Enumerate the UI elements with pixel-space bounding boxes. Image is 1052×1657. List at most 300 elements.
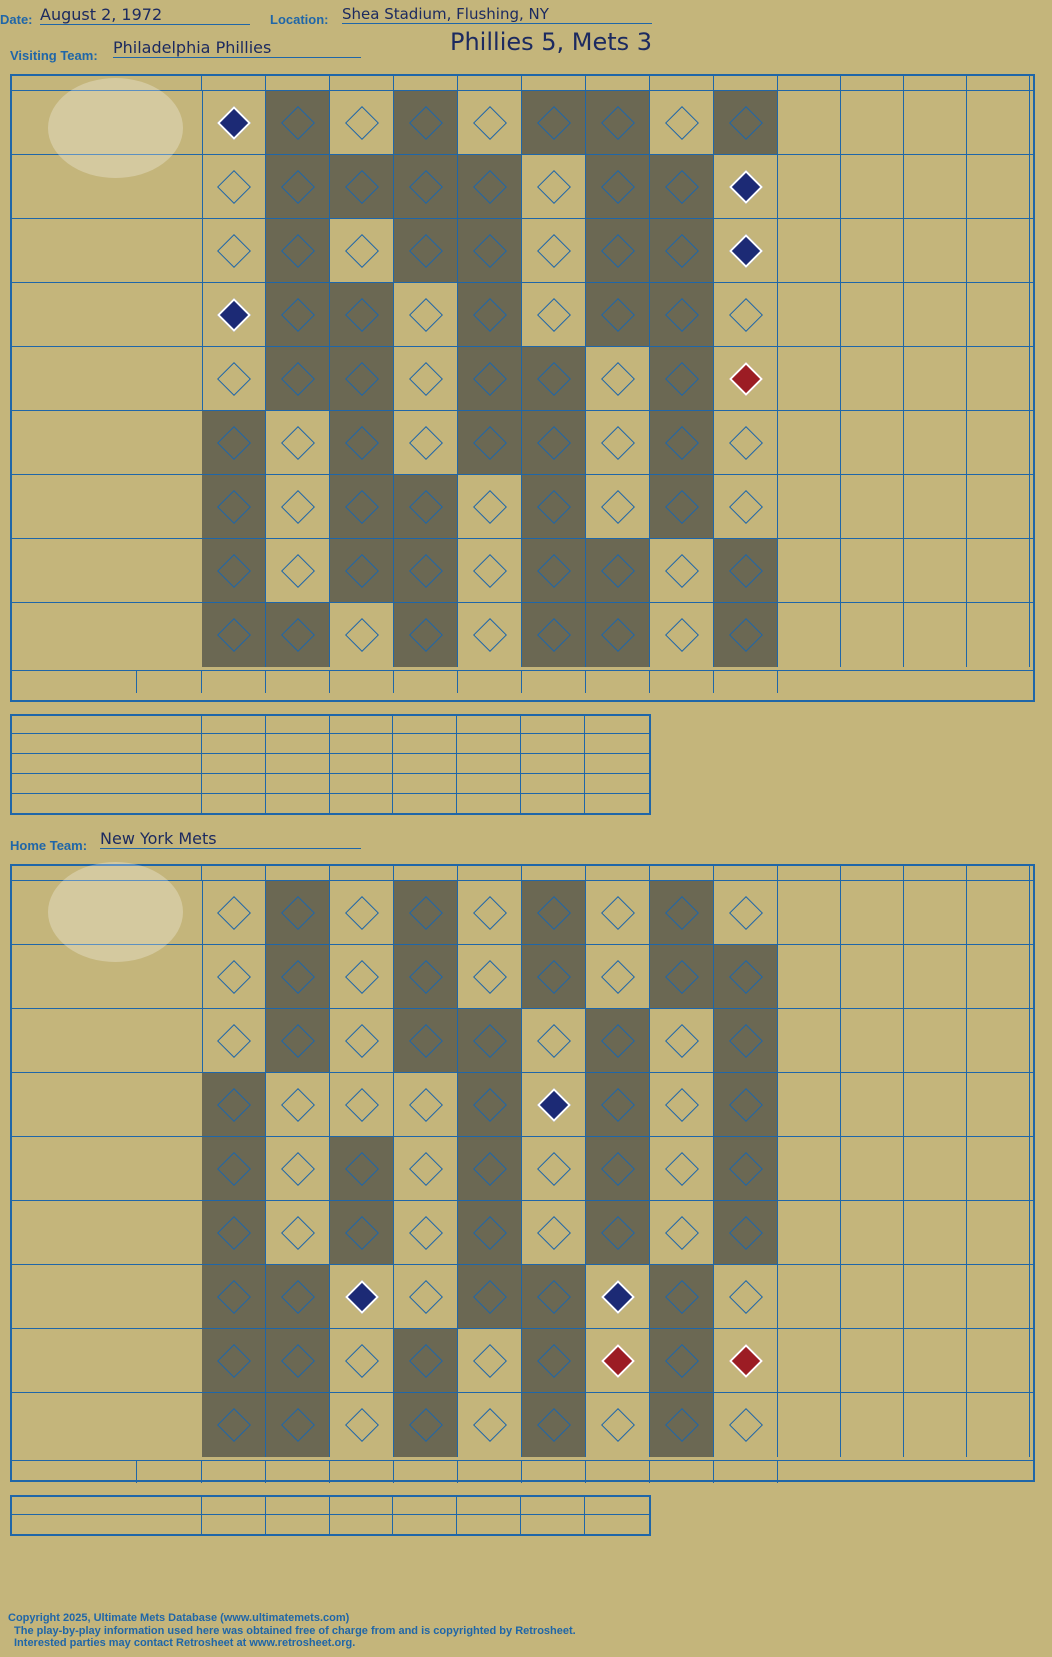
home-inning-cell-4 — [394, 1393, 458, 1457]
visitors-pitcher-stat — [266, 754, 330, 773]
visitors-inning-cell-1 — [202, 347, 266, 411]
visitors-base-diamond — [473, 170, 507, 204]
visitors-base-diamond — [601, 234, 635, 268]
home-base-diamond — [217, 1216, 251, 1250]
watermark-logo — [48, 78, 183, 178]
home-base-diamond — [409, 1344, 443, 1378]
visitors-inning-total-2 — [266, 671, 330, 693]
visitors-base-diamond — [537, 106, 571, 140]
visitors-pitcher-stat — [202, 734, 266, 753]
visitors-header-row — [12, 76, 1033, 90]
home-inning-total-6 — [522, 1461, 586, 1483]
home-stat-ab — [778, 881, 841, 945]
watermark-logo — [48, 862, 183, 962]
home-stat-rbi — [967, 1073, 1030, 1137]
home-header-ab — [778, 866, 841, 880]
home-rh-key — [136, 1461, 202, 1483]
home-inning-cell-4 — [394, 945, 458, 1009]
home-inning-cell-8 — [650, 1393, 714, 1457]
home-inning-total-7 — [586, 1461, 650, 1483]
home-pitch-col-bb — [521, 1497, 585, 1514]
visitors-pitcher-stat — [585, 734, 649, 753]
visitors-inning-cell-7 — [586, 155, 650, 219]
home-inning-cell-1 — [202, 1073, 266, 1137]
home-pitch-col-er — [393, 1497, 457, 1514]
visitors-inning-cell-9 — [714, 411, 778, 475]
home-pitch-col-ip — [202, 1497, 266, 1514]
visitors-batter-row — [12, 154, 1033, 219]
visitors-base-diamond — [281, 554, 315, 588]
date-value: August 2, 1972 — [40, 5, 250, 25]
home-inning-cell-7 — [586, 1137, 650, 1201]
footer-retrosheet: The play-by-play information used here was obtained free of charge from and is copyrighted by Retrosheet. — [14, 1625, 576, 1637]
visitors-base-diamond — [665, 426, 699, 460]
visitors-pitcher-row — [12, 794, 649, 813]
home-base-diamond — [729, 896, 763, 930]
home-base-diamond — [281, 896, 315, 930]
home-inning-cell-2 — [266, 945, 330, 1009]
visitors-base-diamond — [345, 426, 379, 460]
visitors-base-diamond — [409, 554, 443, 588]
visitors-name-cell — [12, 539, 203, 603]
home-batter-row — [12, 1136, 1033, 1201]
visitors-base-diamond — [601, 554, 635, 588]
visitors-base-diamond — [729, 618, 763, 652]
visitors-header-inning-3 — [330, 76, 394, 90]
visitors-base-diamond — [601, 618, 635, 652]
home-stat-ab — [778, 1073, 841, 1137]
visitors-batter-row — [12, 346, 1033, 411]
home-inning-cell-1 — [202, 1009, 266, 1073]
home-base-diamond — [281, 1216, 315, 1250]
visitors-base-diamond — [345, 298, 379, 332]
visitors-pitcher-row — [12, 754, 649, 774]
visitors-inning-cell-2 — [266, 91, 330, 155]
home-base-diamond — [601, 1408, 635, 1442]
home-pitch-col-hr — [457, 1497, 521, 1514]
home-inning-cell-4 — [394, 1329, 458, 1393]
home-base-diamond — [473, 1152, 507, 1186]
visitors-base-diamond — [537, 426, 571, 460]
visitors-inning-cell-5 — [458, 411, 522, 475]
home-inning-total-2 — [266, 1461, 330, 1483]
home-header-inning-6 — [522, 866, 586, 880]
visitors-inning-cell-7 — [586, 347, 650, 411]
visitors-stat-ab — [778, 603, 841, 667]
home-inning-cell-7 — [586, 945, 650, 1009]
home-base-diamond — [601, 1088, 635, 1122]
home-batter-row — [12, 1392, 1033, 1457]
visitors-inning-cell-1 — [202, 475, 266, 539]
home-pitcher-stat — [457, 1515, 521, 1534]
home-base-diamond — [281, 1088, 315, 1122]
visitors-inning-cell-7 — [586, 411, 650, 475]
home-inning-cell-9 — [714, 1329, 778, 1393]
visitors-base-diamond — [729, 362, 763, 396]
visitors-base-diamond — [473, 426, 507, 460]
visitors-base-diamond — [345, 170, 379, 204]
home-name-cell — [12, 1137, 203, 1201]
home-inning-cell-8 — [650, 1137, 714, 1201]
visitors-base-diamond — [729, 490, 763, 524]
visitors-stat-h — [904, 283, 967, 347]
home-base-diamond — [217, 1024, 251, 1058]
home-inning-cell-7 — [586, 881, 650, 945]
home-inning-cell-6 — [522, 881, 586, 945]
home-stat-h — [904, 1329, 967, 1393]
visitors-base-diamond — [601, 106, 635, 140]
home-batter-row — [12, 1328, 1033, 1393]
home-inning-cell-3 — [330, 1009, 394, 1073]
visitors-stat-ab — [778, 155, 841, 219]
visitors-inning-cell-5 — [458, 475, 522, 539]
visitors-inning-cell-4 — [394, 219, 458, 283]
visitors-base-diamond — [345, 554, 379, 588]
home-base-diamond — [665, 1216, 699, 1250]
visitors-inning-cell-8 — [650, 539, 714, 603]
home-base-diamond — [473, 1280, 507, 1314]
home-base-diamond — [537, 1152, 571, 1186]
visitors-base-diamond — [281, 490, 315, 524]
home-base-diamond — [409, 1216, 443, 1250]
visitors-inning-cell-8 — [650, 603, 714, 667]
home-base-diamond — [729, 1344, 763, 1378]
home-inning-cell-6 — [522, 1073, 586, 1137]
home-base-diamond — [217, 1088, 251, 1122]
home-base-diamond — [537, 1280, 571, 1314]
home-inning-cell-4 — [394, 1201, 458, 1265]
visitors-base-diamond — [281, 106, 315, 140]
visitors-pitcher-stat — [266, 734, 330, 753]
home-inning-cell-4 — [394, 1137, 458, 1201]
visitors-stat-rbi — [967, 283, 1030, 347]
home-header-inning-3 — [330, 866, 394, 880]
visitors-base-diamond — [409, 618, 443, 652]
visitors-base-diamond — [473, 554, 507, 588]
home-inning-cell-6 — [522, 945, 586, 1009]
visitors-batter-row — [12, 474, 1033, 539]
visitors-header-inning-2 — [266, 76, 330, 90]
visitors-inning-cell-8 — [650, 155, 714, 219]
home-inning-cell-3 — [330, 1137, 394, 1201]
home-stat-r — [841, 1201, 904, 1265]
visitors-stat-ab — [778, 219, 841, 283]
visitors-base-diamond — [729, 298, 763, 332]
home-base-diamond — [473, 1216, 507, 1250]
home-base-diamond — [345, 960, 379, 994]
home-header-r — [841, 866, 904, 880]
home-inning-total-8 — [650, 1461, 714, 1483]
home-pitcher-stat — [393, 1515, 457, 1534]
visitors-pitch-col-ip — [202, 716, 266, 733]
visitors-pitch-header — [12, 716, 649, 734]
visitors-base-diamond — [409, 490, 443, 524]
visitors-inning-cell-2 — [266, 219, 330, 283]
visitors-inning-cell-5 — [458, 155, 522, 219]
visitors-pitcher-stat — [330, 734, 394, 753]
visitors-inning-cell-7 — [586, 283, 650, 347]
visitors-inning-cell-3 — [330, 539, 394, 603]
home-base-diamond — [665, 896, 699, 930]
visitors-stat-r — [841, 347, 904, 411]
home-base-diamond — [281, 1344, 315, 1378]
visitors-stat-rbi — [967, 219, 1030, 283]
visitors-base-diamond — [217, 554, 251, 588]
home-header-inning-8 — [650, 866, 714, 880]
visitors-pitch-col-hr — [457, 716, 521, 733]
visitors-base-diamond — [345, 618, 379, 652]
home-header-rbi — [967, 866, 1030, 880]
visitors-inning-cell-5 — [458, 283, 522, 347]
visitors-rh-key — [136, 671, 202, 693]
visitors-pitcher-stat — [202, 794, 266, 813]
visitors-stat-h — [904, 91, 967, 155]
visitors-base-diamond — [473, 234, 507, 268]
visitors-pitch-col-bb — [521, 716, 585, 733]
visitors-inning-cell-3 — [330, 283, 394, 347]
home-stat-ab — [778, 1329, 841, 1393]
home-inning-cell-7 — [586, 1073, 650, 1137]
home-pitch-col-r — [330, 1497, 394, 1514]
visitors-pitcher-stat — [521, 754, 585, 773]
visitors-inning-cell-9 — [714, 539, 778, 603]
visitors-base-diamond — [281, 426, 315, 460]
visitors-inning-cell-2 — [266, 283, 330, 347]
home-inning-cell-5 — [458, 1393, 522, 1457]
visitors-base-diamond — [409, 362, 443, 396]
visitors-base-diamond — [217, 234, 251, 268]
home-base-diamond — [729, 1408, 763, 1442]
home-inning-cell-8 — [650, 881, 714, 945]
visitors-header-rbi — [967, 76, 1030, 90]
visitors-base-diamond — [409, 426, 443, 460]
visitors-base-diamond — [281, 618, 315, 652]
visitors-inning-cell-4 — [394, 539, 458, 603]
home-inning-cell-9 — [714, 881, 778, 945]
home-team-value: New York Mets — [100, 829, 361, 849]
home-batter-row — [12, 1264, 1033, 1329]
visitors-inning-total-5 — [458, 671, 522, 693]
visitors-batter-row — [12, 282, 1033, 347]
visitors-inning-cell-5 — [458, 603, 522, 667]
visitors-inning-cell-6 — [522, 91, 586, 155]
visitors-inning-cell-9 — [714, 219, 778, 283]
home-stat-rbi — [967, 1265, 1030, 1329]
visitors-inning-cell-3 — [330, 411, 394, 475]
home-inning-cell-6 — [522, 1393, 586, 1457]
visitors-inning-cell-3 — [330, 603, 394, 667]
home-base-diamond — [601, 1344, 635, 1378]
visitors-inning-total-1 — [202, 671, 266, 693]
home-pitcher-stat — [266, 1515, 330, 1534]
visitors-inning-cell-4 — [394, 283, 458, 347]
visitors-pitcher-stat — [266, 774, 330, 793]
visitors-base-diamond — [409, 298, 443, 332]
visitors-base-diamond — [281, 234, 315, 268]
home-stat-r — [841, 1073, 904, 1137]
home-stat-ab — [778, 1137, 841, 1201]
home-base-diamond — [217, 896, 251, 930]
visitors-base-diamond — [217, 362, 251, 396]
visitors-stat-h — [904, 411, 967, 475]
visitors-header-inning-8 — [650, 76, 714, 90]
visitors-inning-cell-3 — [330, 91, 394, 155]
visitors-stat-ab — [778, 539, 841, 603]
visitors-header-inning-6 — [522, 76, 586, 90]
home-stat-h — [904, 1201, 967, 1265]
visitors-pitcher-stat — [393, 734, 457, 753]
visitors-pitcher-stat — [330, 794, 394, 813]
visitors-pitcher-stat — [521, 734, 585, 753]
home-stat-r — [841, 1009, 904, 1073]
home-team-label: Home Team: — [10, 838, 88, 853]
home-base-diamond — [409, 1408, 443, 1442]
visitors-inning-cell-6 — [522, 539, 586, 603]
home-base-diamond — [473, 960, 507, 994]
visitors-inning-cell-2 — [266, 155, 330, 219]
visitors-inning-cell-3 — [330, 219, 394, 283]
visitors-base-diamond — [601, 298, 635, 332]
home-stat-h — [904, 945, 967, 1009]
visitors-base-diamond — [345, 234, 379, 268]
home-stat-h — [904, 1137, 967, 1201]
visitors-stat-h — [904, 155, 967, 219]
home-header-inning-1 — [202, 866, 266, 880]
visitors-inning-cell-1 — [202, 155, 266, 219]
visitors-inning-cell-2 — [266, 475, 330, 539]
visitors-base-diamond — [217, 106, 251, 140]
visitors-pitcher-stat — [457, 774, 521, 793]
home-pitcher-row — [12, 1515, 649, 1534]
home-stat-rbi — [967, 1009, 1030, 1073]
home-base-diamond — [281, 1024, 315, 1058]
visitors-base-diamond — [537, 490, 571, 524]
home-pitcher-name — [12, 1515, 202, 1534]
home-inning-cell-2 — [266, 1073, 330, 1137]
visitors-stat-rbi — [967, 539, 1030, 603]
visitors-header-inning-7 — [586, 76, 650, 90]
visitors-base-diamond — [409, 234, 443, 268]
home-base-diamond — [345, 896, 379, 930]
home-base-diamond — [729, 1280, 763, 1314]
home-inning-cell-5 — [458, 1265, 522, 1329]
home-base-diamond — [409, 1152, 443, 1186]
home-inning-total-9 — [714, 1461, 778, 1483]
visitors-pitch-col-pitchers — [12, 716, 202, 733]
home-inning-cell-5 — [458, 1009, 522, 1073]
home-pitcher-stat — [330, 1515, 394, 1534]
visitors-inning-cell-6 — [522, 283, 586, 347]
visitors-base-diamond — [345, 106, 379, 140]
home-inning-total-5 — [458, 1461, 522, 1483]
home-pitcher-stat — [202, 1515, 266, 1534]
home-base-diamond — [281, 1408, 315, 1442]
visitors-header-h — [904, 76, 967, 90]
home-scorecard — [10, 864, 1035, 1482]
visitors-base-diamond — [537, 170, 571, 204]
visitors-stat-r — [841, 91, 904, 155]
home-base-diamond — [473, 896, 507, 930]
visitors-inning-cell-7 — [586, 603, 650, 667]
home-inning-cell-9 — [714, 1137, 778, 1201]
visitors-pitcher-name — [12, 734, 202, 753]
home-inning-cell-3 — [330, 881, 394, 945]
visitors-pitcher-stat — [585, 754, 649, 773]
home-header-inning-2 — [266, 866, 330, 880]
home-inning-cell-4 — [394, 1073, 458, 1137]
home-stat-rbi — [967, 945, 1030, 1009]
home-base-diamond — [345, 1344, 379, 1378]
visitors-base-diamond — [729, 426, 763, 460]
home-base-diamond — [729, 1152, 763, 1186]
home-name-cell — [12, 1393, 203, 1457]
visitors-inning-cell-3 — [330, 347, 394, 411]
home-base-diamond — [281, 960, 315, 994]
home-base-diamond — [537, 1024, 571, 1058]
visitors-inning-cell-9 — [714, 283, 778, 347]
visitors-batter-row — [12, 602, 1033, 667]
visitors-inning-cell-8 — [650, 411, 714, 475]
home-inning-cell-4 — [394, 1009, 458, 1073]
visitors-stat-r — [841, 155, 904, 219]
visitors-base-diamond — [601, 426, 635, 460]
home-inning-total-3 — [330, 1461, 394, 1483]
visitors-stat-h — [904, 219, 967, 283]
home-inning-cell-8 — [650, 945, 714, 1009]
home-base-diamond — [537, 960, 571, 994]
home-batter-row — [12, 1072, 1033, 1137]
visitors-inning-cell-7 — [586, 91, 650, 155]
visitors-pitcher-stat — [202, 774, 266, 793]
home-stat-h — [904, 881, 967, 945]
visitors-batter-row — [12, 410, 1033, 475]
home-pitch-col-so — [585, 1497, 649, 1514]
home-stat-ab — [778, 1201, 841, 1265]
visitors-base-diamond — [665, 170, 699, 204]
home-base-diamond — [729, 1216, 763, 1250]
visitors-inning-cell-2 — [266, 603, 330, 667]
home-base-diamond — [601, 1152, 635, 1186]
visitors-pitcher-stat — [330, 754, 394, 773]
home-header-h — [904, 866, 967, 880]
visitors-header-inning-1 — [202, 76, 266, 90]
visitors-inning-cell-4 — [394, 347, 458, 411]
home-base-diamond — [409, 1280, 443, 1314]
visitors-inning-cell-6 — [522, 347, 586, 411]
home-stat-r — [841, 1329, 904, 1393]
home-stat-h — [904, 1265, 967, 1329]
location-label: Location: — [270, 12, 329, 27]
home-inning-cell-5 — [458, 881, 522, 945]
home-inning-cell-5 — [458, 1137, 522, 1201]
visiting-team-label: Visiting Team: — [10, 48, 98, 63]
home-base-diamond — [537, 1344, 571, 1378]
visitors-base-diamond — [473, 362, 507, 396]
visitors-pitcher-stat — [393, 794, 457, 813]
visitors-stat-ab — [778, 283, 841, 347]
home-batter-row — [12, 1008, 1033, 1073]
visitors-pitcher-stat — [202, 754, 266, 773]
home-base-diamond — [601, 1024, 635, 1058]
visitors-header-r — [841, 76, 904, 90]
visitors-header-inning-4 — [394, 76, 458, 90]
home-stat-rbi — [967, 1393, 1030, 1457]
home-stat-r — [841, 1137, 904, 1201]
visitors-stat-h — [904, 603, 967, 667]
home-stat-r — [841, 881, 904, 945]
visitors-base-diamond — [665, 106, 699, 140]
home-inning-cell-2 — [266, 1329, 330, 1393]
